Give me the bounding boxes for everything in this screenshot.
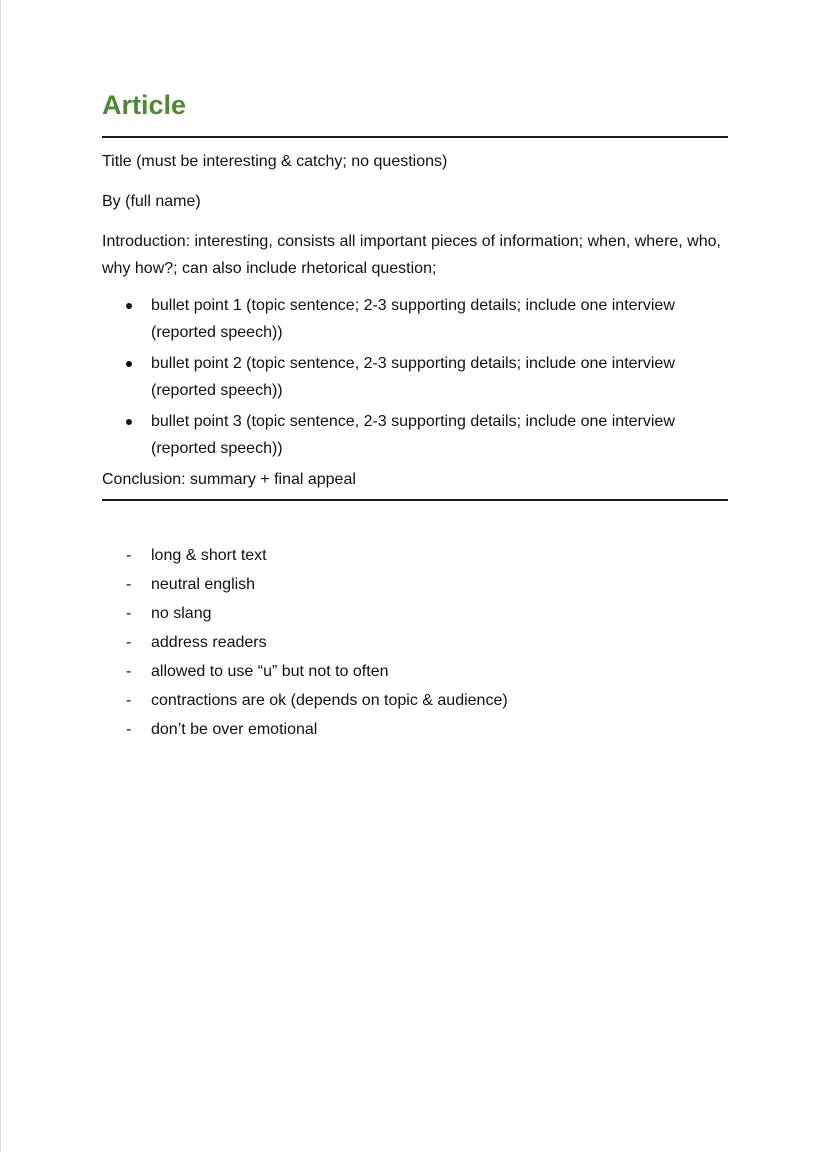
style-tips-list (102, 541, 728, 744)
dash-marker-icon: - (126, 605, 132, 622)
tip-item (102, 686, 728, 715)
dash-marker-icon: - (126, 692, 132, 709)
byline-instruction: By (full name) (102, 193, 201, 210)
tip-item (102, 628, 728, 657)
tip-item (102, 570, 728, 599)
tip-item (102, 599, 728, 628)
bullet-dot-icon (126, 361, 132, 367)
bottom-divider (102, 499, 728, 501)
tip-text: long & short text (151, 547, 267, 564)
top-divider (102, 136, 728, 138)
tip-text: allowed to use “u” but not to often (151, 663, 389, 680)
dash-marker-icon: - (126, 634, 132, 651)
bullet-item (102, 292, 728, 346)
introduction-instruction: Introduction: interesting, consists all important pieces of information; when, where, who, why how?; can also include rhetorical question; (102, 233, 721, 277)
page-title: Article (102, 90, 187, 120)
tip-item (102, 541, 728, 570)
title-instruction: Title (must be interesting & catchy; no questions) (102, 153, 448, 170)
tip-text: neutral english (151, 576, 256, 593)
tip-text: contractions are ok (depends on topic & audience) (151, 692, 508, 709)
dash-marker-icon: - (126, 663, 132, 680)
bullet-text: bullet point 2 (topic sentence, 2-3 supporting details; include one interview (reported speech)) (151, 355, 675, 399)
bullet-item (102, 408, 728, 462)
bullet-text: bullet point 3 (topic sentence, 2-3 supporting details; include one interview (reported speech)) (151, 413, 675, 457)
conclusion-instruction: Conclusion: summary + final appeal (102, 471, 356, 488)
tip-text: don’t be over emotional (151, 721, 318, 738)
dash-marker-icon: - (126, 576, 132, 593)
bullet-dot-icon (126, 419, 132, 425)
bullet-item (102, 350, 728, 404)
tip-text: no slang (151, 605, 212, 622)
body-bullet-list (102, 292, 728, 462)
tip-item (102, 715, 728, 744)
dash-marker-icon: - (126, 547, 132, 564)
bullet-dot-icon (126, 303, 132, 309)
document-content (102, 88, 728, 744)
tip-item (102, 657, 728, 686)
tip-text: address readers (151, 634, 267, 651)
bullet-text: bullet point 1 (topic sentence; 2-3 supporting details; include one interview (reported speech)) (151, 297, 675, 341)
dash-marker-icon: - (126, 721, 132, 738)
